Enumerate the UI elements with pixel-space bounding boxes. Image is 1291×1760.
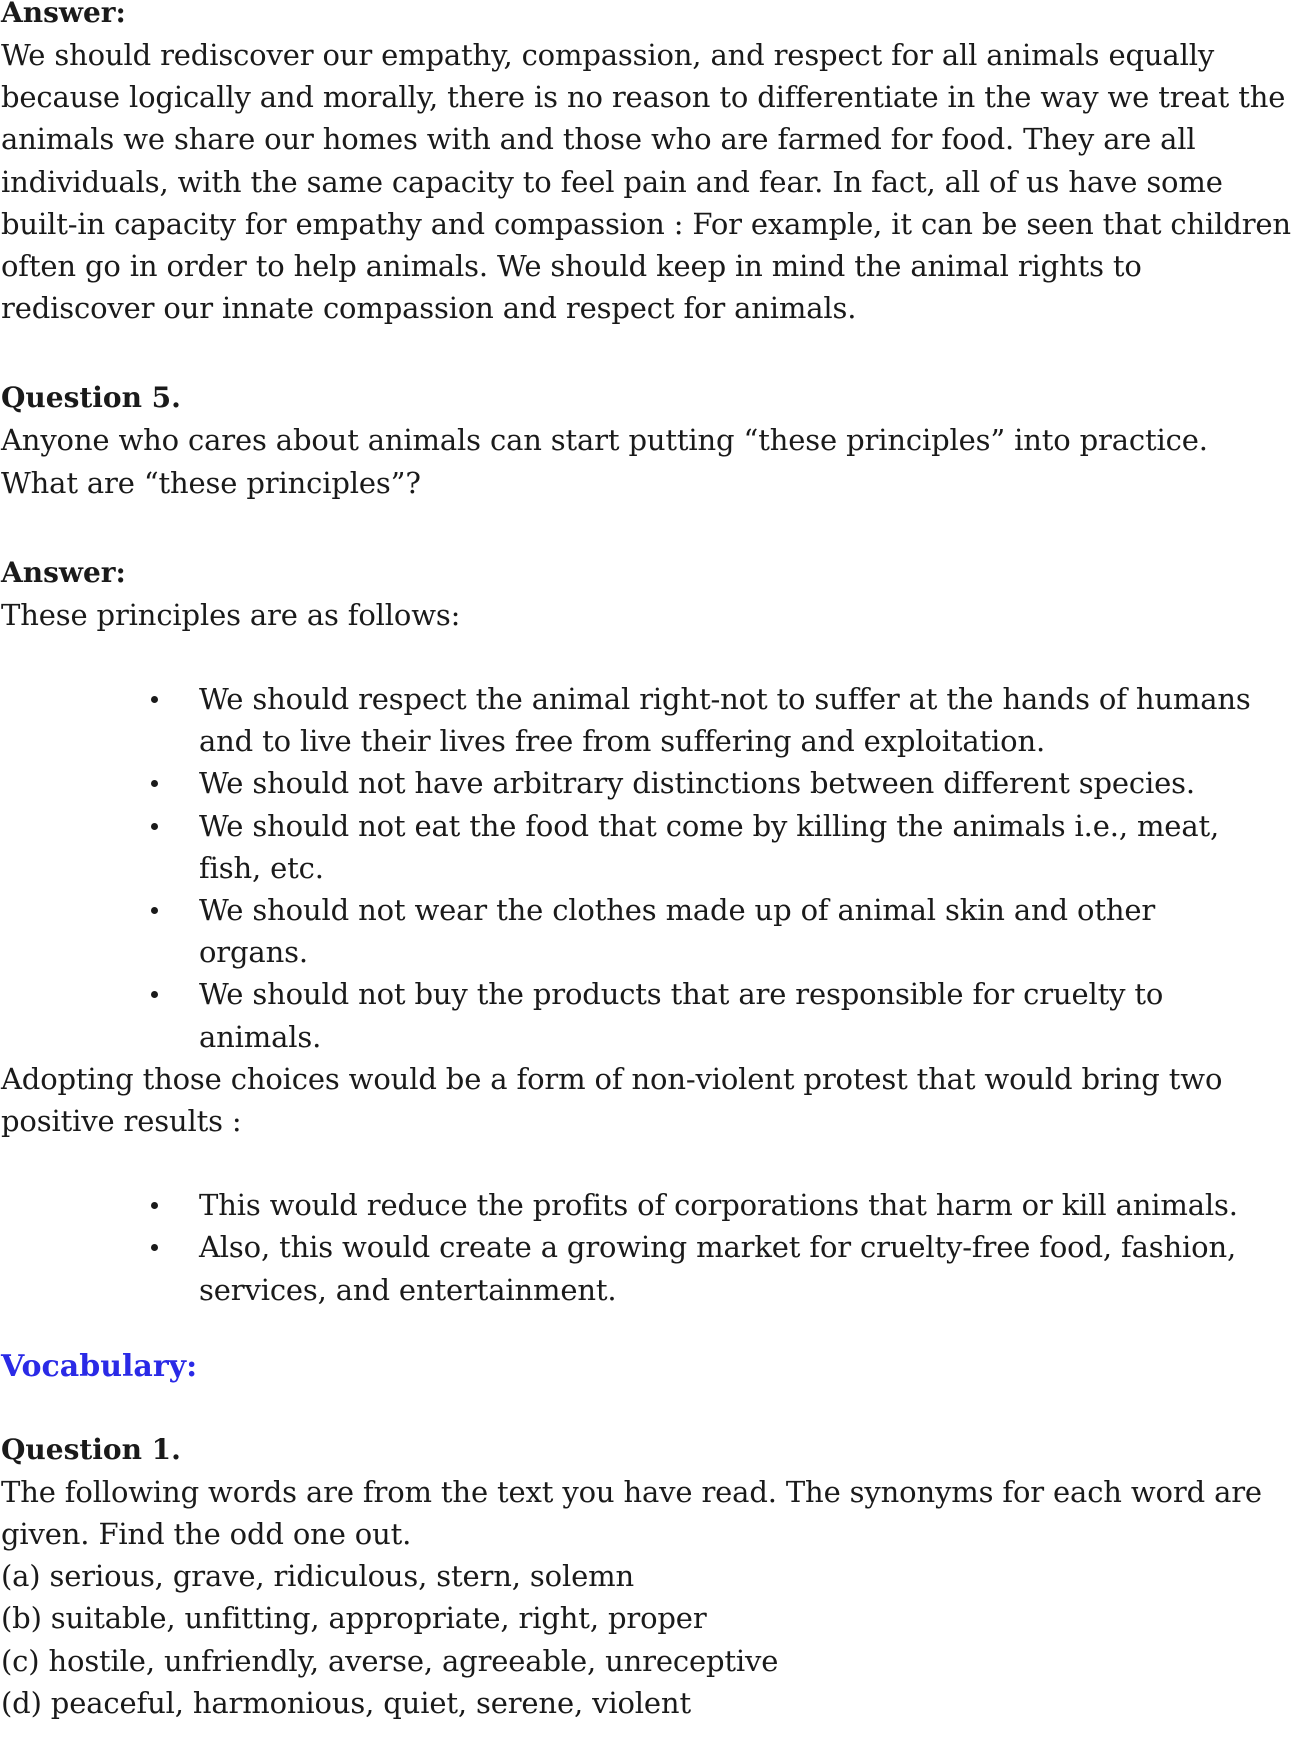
list-item: We should respect the animal right-not to suffer at the hands of humans and to live their lives free from suffering and exploitation. — [199, 678, 1291, 762]
vocabulary-heading: Vocabulary: — [1, 1348, 198, 1384]
list-item: This would reduce the profits of corporations that harm or kill animals. — [199, 1184, 1291, 1226]
list-item: We should not buy the products that are responsible for cruelty to animals. — [199, 973, 1291, 1057]
option-c: (c) hostile, unfriendly, averse, agreeable, unreceptive — [1, 1643, 779, 1678]
option-b: (b) suitable, unfitting, appropriate, right, proper — [1, 1601, 707, 1636]
spacer — [1, 329, 1291, 377]
principles-intro: These principles are as follows: — [1, 597, 461, 632]
principles-conclusion: Adopting those choices would be a form of non-violent protest that would bring two positive results : — [1, 1061, 1223, 1139]
list-item: We should not eat the food that come by killing the animals i.e., meat, fish, etc. — [199, 805, 1291, 889]
question-5-text: Anyone who cares about animals can start putting “these principles” into practice. What are “these principles”? — [1, 423, 1208, 500]
answer-heading: Answer: — [1, 555, 126, 589]
list-item: We should not wear the clothes made up of animal skin and other organs. — [199, 889, 1291, 973]
spacer — [1, 1142, 1291, 1184]
question-5-heading: Question 5. — [1, 381, 181, 415]
option-d: (d) peaceful, harmonious, quiet, serene, violent — [1, 1685, 691, 1720]
list-item: We should not have arbitrary distinctions between different species. — [199, 762, 1291, 804]
principles-list — [1, 678, 1291, 1058]
results-list — [1, 1184, 1291, 1311]
answer-text: We should rediscover our empathy, compassion, and respect for all animals equally because logically and morally, there is no reason to differentiate in the way we treat the animals we share our homes with and those who are farmed for food. They are all individuals, with the same capacity to feel pain and fear. In fact, all of us have some built-in capacity for empathy and compassion : For example, it can be seen that children often go in order to help animals. We should keep in mind the animal rights to rediscover our innate compassion and respect for animals. — [1, 38, 1291, 326]
question-1-heading: Question 1. — [1, 1432, 181, 1466]
option-a: (a) serious, grave, ridiculous, stern, solemn — [1, 1559, 634, 1594]
spacer — [1, 1389, 1291, 1429]
spacer — [1, 1311, 1291, 1345]
spacer — [1, 504, 1291, 552]
list-item: Also, this would create a growing market for cruelty-free food, fashion, services, and entertainment. — [199, 1226, 1291, 1310]
answer-heading: Answer: — [1, 0, 126, 29]
spacer — [1, 636, 1291, 678]
question-1-text: The following words are from the text you have read. The synonyms for each word are given. Find the odd one out. — [1, 1474, 1262, 1552]
